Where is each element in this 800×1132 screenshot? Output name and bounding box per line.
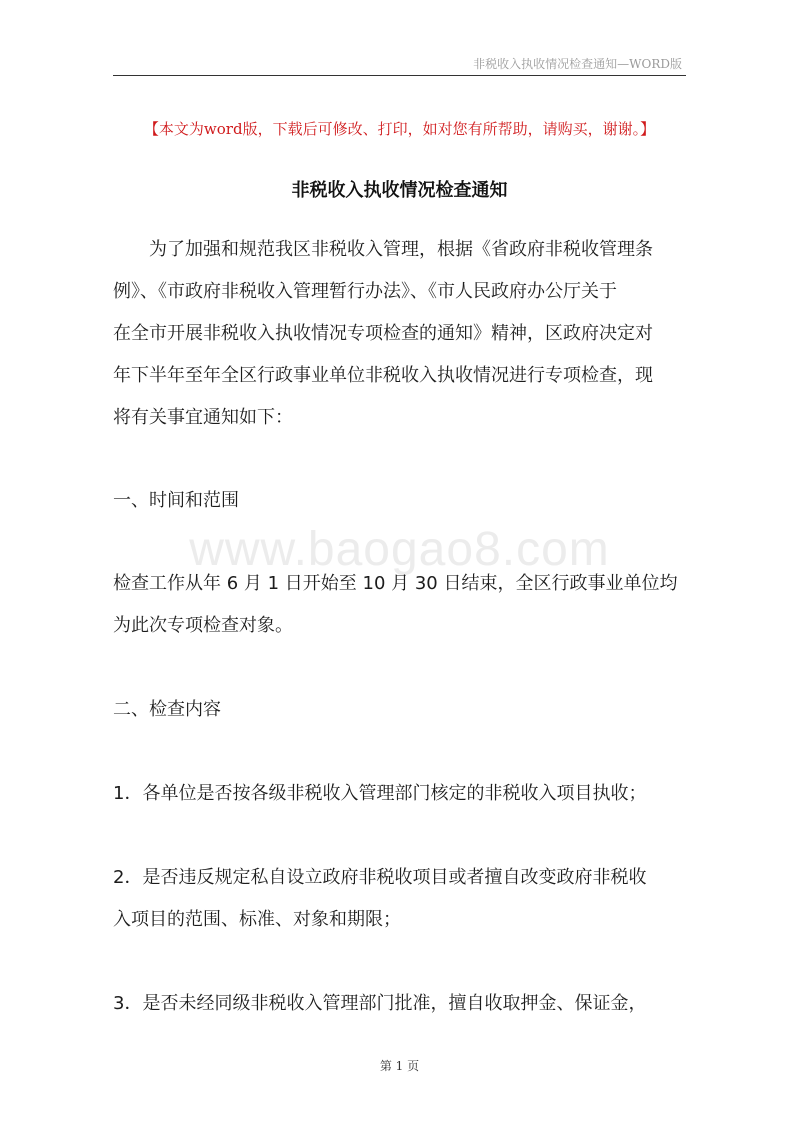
intro-line: 例》、《市政府非税收入管理暂行办法》、《市人民政府办公厅关于: [113, 281, 617, 302]
section-heading-content: 二、检查内容: [113, 699, 221, 720]
section1-paragraph: [113, 563, 688, 647]
intro-line: 在全市开展非税收入执收情况专项检查的通知》精神，区政府决定对: [113, 323, 653, 344]
header-rule: [113, 75, 686, 76]
check-item-1: [113, 773, 688, 815]
intro-line: 年下半年至年全区行政事业单位非税收入执收情况进行专项检查，现: [113, 365, 653, 386]
document-title: 非税收入执收情况检查通知: [291, 180, 508, 201]
check-item-3: [113, 983, 688, 1025]
paragraph-line: 检查工作从年 6 月 1 日开始至 10 月 30 日结束，全区行政事业单位均: [113, 573, 678, 594]
item-line: 2．是否违反规定私自设立政府非税收项目或者擅自改变政府非税收: [113, 867, 647, 888]
intro-line: 将有关事宜通知如下：: [113, 407, 293, 428]
item-line: 1．各单位是否按各级非税收入管理部门核定的非税收入项目执收；: [113, 783, 647, 804]
paragraph-line: 为此次专项检查对象。: [113, 615, 293, 636]
check-item-2: [113, 857, 688, 941]
download-notice: 【本文为word版，下载后可修改、打印，如对您有所帮助，请购买，谢谢。】: [143, 120, 656, 138]
page-number-footer: 第 1 页: [379, 1059, 420, 1073]
item-line: 3．是否未经同级非税收入管理部门批准，擅自收取押金、保证金，: [113, 993, 647, 1014]
intro-line: 为了加强和规范我区非税收入管理，根据《省政府非税收管理条: [149, 239, 653, 260]
section-heading-time-scope: 一、时间和范围: [113, 490, 239, 511]
intro-paragraph: [113, 229, 688, 439]
page-header-text: 非税收入执收情况检查通知—WORD版: [473, 57, 682, 71]
watermark-text: www.baogao8.com: [189, 523, 610, 576]
item-line: 入项目的范围、标准、对象和期限；: [113, 909, 401, 930]
